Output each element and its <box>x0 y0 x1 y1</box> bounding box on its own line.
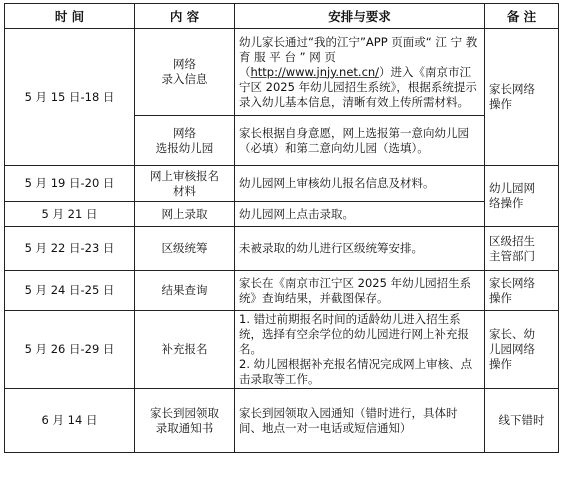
time-cell: 5 月 26 日-29 日 <box>5 311 135 389</box>
header-notes: 备 注 <box>485 4 559 29</box>
notes-cell: 家长网络 操作 <box>485 271 559 311</box>
notes-cell: 线下错时 <box>485 389 559 453</box>
arrangement-cell: 家长根据自身意愿，网上选报第一意向幼儿园（必填）和第二意向幼儿园（选填）。 <box>235 116 485 166</box>
time-cell: 6 月 14 日 <box>5 389 135 453</box>
time-cell: 5 月 19 日-20 日 <box>5 166 135 202</box>
arrangement-cell: 1. 错过前期报名时间的适龄幼儿进入招生系统，选择有空余学位的幼儿园进行网上补充报名。 2. 幼儿园根据补充报名情况完成网上审核、点击录取等工作。 <box>235 311 485 389</box>
content-cell: 区级统筹 <box>135 227 235 271</box>
notes-cell: 区级招生 主管部门 <box>485 227 559 271</box>
table-row <box>5 389 559 453</box>
content-cell: 结果查询 <box>135 271 235 311</box>
arrangement-cell: 家长到园领取入园通知（错时进行，具体时间、地点一对一电话或短信通知） <box>235 389 485 453</box>
time-cell: 5 月 24 日-25 日 <box>5 271 135 311</box>
time-cell: 5 月 22 日-23 日 <box>5 227 135 271</box>
table-row <box>5 202 559 227</box>
arrangement-cell: 幼儿园网上审核幼儿报名信息及材料。 <box>235 166 485 202</box>
table-row <box>5 29 559 116</box>
time-cell: 5 月 15 日-18 日 <box>5 29 135 166</box>
header-arrangement: 安排与要求 <box>235 4 485 29</box>
table-row <box>5 166 559 202</box>
table-row <box>5 227 559 271</box>
header-content: 内 容 <box>135 4 235 29</box>
arrangement-text: 幼儿家长通过“我的江宁”APP 页面或“ 江 宁 教 育 服 平 台 ” 网 页（ <box>239 34 478 79</box>
arrangement-cell: 家长在《南京市江宁区 2025 年幼儿园招生系统》查询结果，并截图保存。 <box>235 271 485 311</box>
enrollment-schedule-table <box>4 3 559 453</box>
table-row <box>5 311 559 389</box>
header-time: 时 间 <box>5 4 135 29</box>
website-link[interactable]: http://www.jnjy.net.cn/ <box>250 64 380 79</box>
content-cell: 网上审核报名 材料 <box>135 166 235 202</box>
header-row <box>5 4 559 29</box>
content-cell: 网上录取 <box>135 202 235 227</box>
content-cell: 网络 录入信息 <box>135 29 235 116</box>
time-cell: 5 月 21 日 <box>5 202 135 227</box>
arrangement-text: ）进入《南京市江宁区 2025 年幼儿园招生系统》，根据系统提示录入幼儿基本信息，清晰有效上传所需材料。 <box>239 64 477 109</box>
content-cell: 网络 选报幼儿园 <box>135 116 235 166</box>
arrangement-cell <box>235 29 485 116</box>
arrangement-cell: 未被录取的幼儿进行区级统筹安排。 <box>235 227 485 271</box>
table-row <box>5 271 559 311</box>
notes-cell: 幼儿园网 络操作 <box>485 166 559 227</box>
notes-cell: 家长网络 操作 <box>485 29 559 166</box>
content-cell: 补充报名 <box>135 311 235 389</box>
arrangement-cell: 幼儿园网上点击录取。 <box>235 202 485 227</box>
content-cell: 家长到园领取 录取通知书 <box>135 389 235 453</box>
notes-cell: 家长、幼 儿园网络 操作 <box>485 311 559 389</box>
